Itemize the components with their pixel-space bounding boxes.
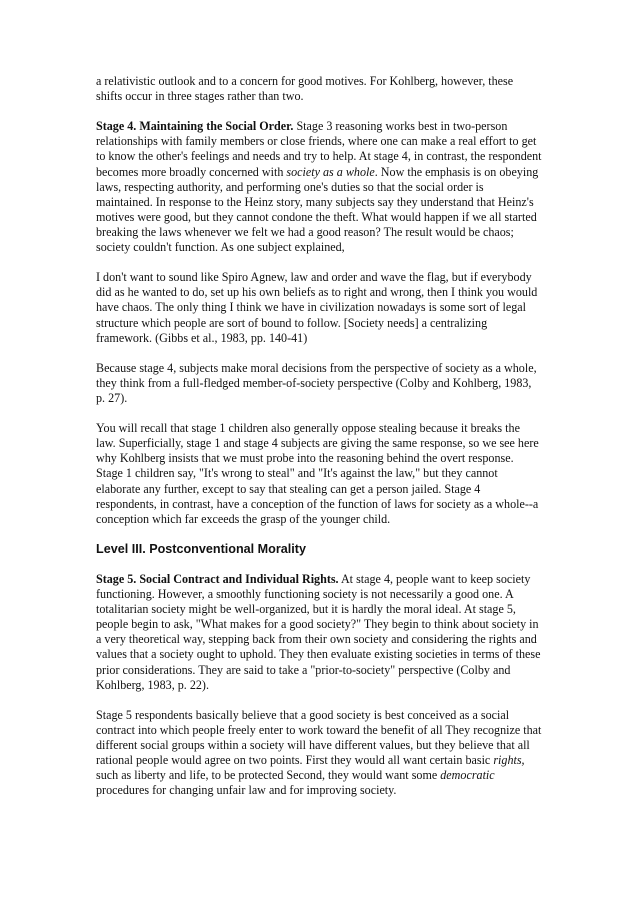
paragraph-stage1-comparison: You will recall that stage 1 children also generally oppose stealing because it breaks the law. Superficially, stage 1 and stage 4 subjects are giving the same response, so we see here why Kohlberg insists that we must probe into the reasoning behind the overt response. Stage 1 children say, "It's wrong to steal" and "It's against the law," but they cannot elaborate any further, except to say that stealing can get a person jailed. Stage 4 respondents, in contrast, have a conception of the function of laws for society as a whole--a conception which far exceeds the grasp of the younger child. bbox=[96, 421, 539, 526]
paragraph-stage4-perspective: Because stage 4, subjects make moral decisions from the perspective of society as a whole, they think from a full-fledged member-of-society perspective (Colby and Kohlberg, 1983, p. 27). bbox=[96, 360, 537, 405]
emphasis-society-as-whole: society as a whole bbox=[286, 164, 375, 179]
stage5-heading: Stage 5. Social Contract and Individual Rights. bbox=[96, 572, 339, 586]
paragraph-intro: a relativistic outlook and to a concern for good motives. For Kohlberg, however, these shifts occur in three stages rather than two. bbox=[96, 74, 514, 104]
stage4-heading: Stage 4. Maintaining the Social Order. bbox=[96, 119, 294, 134]
document-page bbox=[96, 74, 542, 814]
emphasis-rights: rights, bbox=[493, 753, 525, 768]
emphasis-democratic: democratic bbox=[440, 768, 495, 783]
paragraph-stage5: Stage 5. Social Contract and Individual Rights. At stage 4, people want to keep society functioning. However, a smoothly functioning society is not necessarily a good one. A totalitarian society might be well-organized, but it is hardly the moral ideal. At stage 5, people begin to ask, "What makes for a good society?" They begin to think about society in a very theoretical way, stepping back from their own society and considering the rights and values that a society ought to uphold. They then evaluate existing societies in terms of these prior considerations. They are said to take a "prior-to-society" perspective (Colby and Kohlberg, 1983, p. 22). bbox=[96, 572, 541, 692]
paragraph-stage4: Stage 4. Maintaining the Social Order. Stage 3 reasoning works best in two-person relationships with family members or close friends, where one can make a real effort to get to know the other's feelings and needs and try to help. At stage 4, in contrast, the respondent becomes more broadly concerned with society as a whole. Now the emphasis is on obeying laws, respecting authority, and performing one's duties so that the social order is maintained. In response to the Heinz story, many subjects say they understand that Heinz's motives were good, but they cannot condone the theft. What would happen if we all started breaking the laws whenever we felt we had a good reason? The result would be chaos; society couldn't function. As one subject explained, bbox=[96, 119, 542, 255]
level3-heading: Level III. Postconventional Morality bbox=[96, 541, 306, 556]
paragraph-social-contract: Stage 5 respondents basically believe that a good society is best conceived as a social contract into which people freely enter to work toward the benefit of all They recognize that different social groups within a society will have different values, but they believe that all rational people would agree on two points. First they would all want certain basic rights, such as liberty and life, to be protected Second, they would want some democratic procedures for changing unfair law and for improving society. bbox=[96, 707, 542, 798]
quote-block: I don't want to sound like Spiro Agnew, law and order and wave the flag, but if everybody did as he wanted to do, set up his own beliefs as to right and wrong, then I think you would have chaos. The only thing I think we have in civilization nowadays is some sort of legal structure which people are sort of bound to follow. [Society needs] a centralizing framework. (Gibbs et al., 1983, pp. 140-41) bbox=[96, 270, 538, 345]
